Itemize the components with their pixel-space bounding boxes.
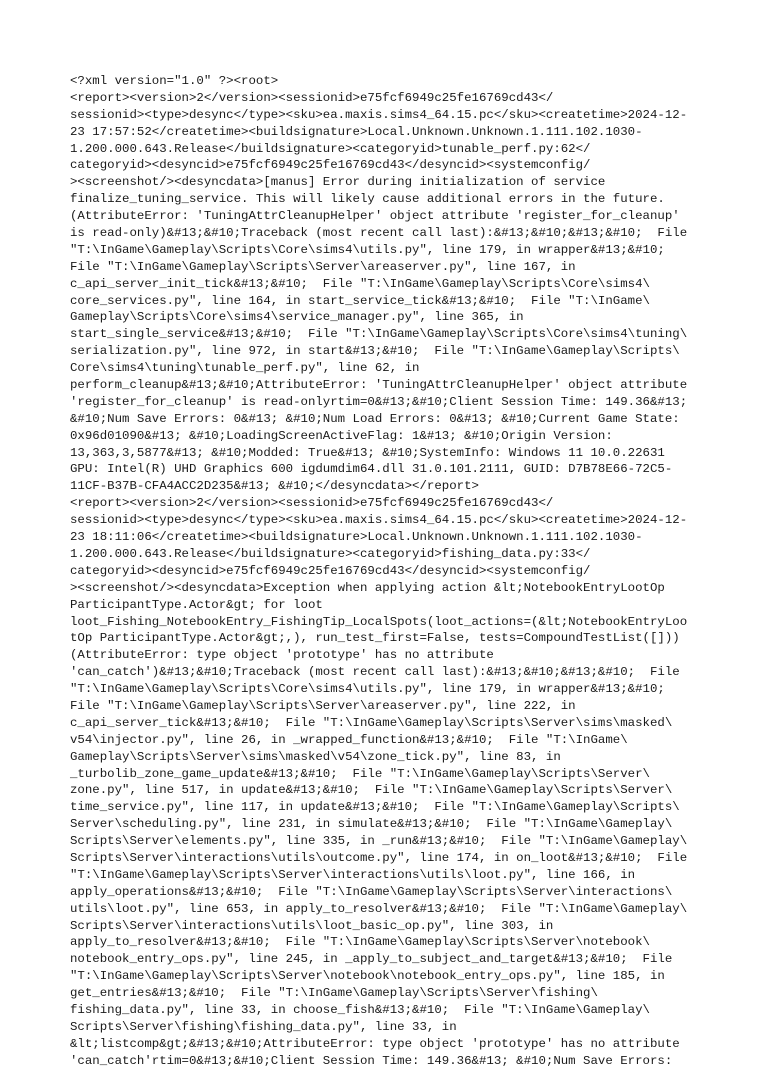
text-line: apply_operations&#13;&#10; File "T:\InGame\Gameplay\Scripts\Server\interactions\ <box>70 884 673 899</box>
text-line: zone.py", line 517, in update&#13;&#10; File "T:\InGame\Gameplay\Scripts\Server\ <box>70 783 673 798</box>
text-line: 23 17:57:52</createtime><buildsignature>Local.Unknown.Unknown.1.111.102.1030- <box>70 124 643 139</box>
text-line: 'register_for_cleanup' is read-onlyrtim=0&#13;&#10;Client Session Time: 149.36&#13; <box>70 394 688 409</box>
text-line: _turbolib_zone_game_update&#13;&#10; File "T:\InGame\Gameplay\Scripts\Server\ <box>70 766 650 781</box>
text-line: &lt;listcomp&gt;&#13;&#10;AttributeError: type object 'prototype' has no attribute <box>70 1036 680 1051</box>
text-line: is read-only)&#13;&#10;Traceback (most recent call last):&#13;&#10;&#13;&#10; File <box>70 226 688 241</box>
text-line: c_api_server_init_tick&#13;&#10; File "T:\InGame\Gameplay\Scripts\Core\sims4\ <box>70 276 650 291</box>
text-line: start_single_service&#13;&#10; File "T:\InGame\Gameplay\Scripts\Core\sims4\tuning\ <box>70 327 688 342</box>
text-line: sessionid><type>desync</type><sku>ea.maxis.sims4_64.15.pc</sku><createtime>2024-12- <box>70 107 688 122</box>
text-line: &#10;Num Save Errors: 0&#13; &#10;Num Load Errors: 0&#13; &#10;Current Game State: <box>70 411 680 426</box>
text-line: v54\injector.py", line 26, in _wrapped_function&#13;&#10; File "T:\InGame\ <box>70 732 628 747</box>
text-line: File "T:\InGame\Gameplay\Scripts\Server\areaserver.py", line 222, in <box>70 698 576 713</box>
text-line: ParticipantType.Actor&gt; for loot <box>70 597 323 612</box>
text-line: 11CF-B37B-CFA4ACC2D235&#13; &#10;</desyncdata></report> <box>70 479 479 494</box>
text-line: 13,363,3,5877&#13; &#10;Modded: True&#13; &#10;SystemInfo: Windows 11 10.0.22631 <box>70 445 665 460</box>
text-line: core_services.py", line 164, in start_service_tick&#13;&#10; File "T:\InGame\ <box>70 293 650 308</box>
text-line: c_api_server_tick&#13;&#10; File "T:\InGame\Gameplay\Scripts\Server\sims\masked\ <box>70 715 673 730</box>
text-line: File "T:\InGame\Gameplay\Scripts\Server\areaserver.py", line 167, in <box>70 259 576 274</box>
text-line: utils\loot.py", line 653, in apply_to_resolver&#13;&#10; File "T:\InGame\Gameplay\ <box>70 901 688 916</box>
xml-report-text <box>70 73 710 1070</box>
text-line: loot_Fishing_NotebookEntry_FishingTip_LocalSpots(loot_actions=(&lt;NotebookEntryLoo <box>70 614 688 629</box>
text-line: <report><version>2</version><sessionid>e75fcf6949c25fe16769cd43</ <box>70 496 554 511</box>
text-line: Gameplay\Scripts\Server\sims\masked\v54\zone_tick.py", line 83, in <box>70 749 561 764</box>
text-line: "T:\InGame\Gameplay\Scripts\Server\notebook\notebook_entry_ops.py", line 185, in <box>70 969 665 984</box>
text-line: Scripts\Server\interactions\utils\outcome.py", line 174, in on_loot&#13;&#10; File <box>70 850 688 865</box>
text-line: (AttributeError: type object 'prototype' has no attribute <box>70 648 494 663</box>
text-line: ><screenshot/><desyncdata>Exception when applying action &lt;NotebookEntryLootOp <box>70 580 665 595</box>
text-line: categoryid><desyncid>e75fcf6949c25fe16769cd43</desyncid><systemconfig/ <box>70 158 591 173</box>
text-line: GPU: Intel(R) UHD Graphics 600 igdumdim64.dll 31.0.101.2111, GUID: D7B78E66-72C5- <box>70 462 673 477</box>
text-line: perform_cleanup&#13;&#10;AttributeError: 'TuningAttrCleanupHelper' object attribute <box>70 378 688 393</box>
text-line: categoryid><desyncid>e75fcf6949c25fe16769cd43</desyncid><systemconfig/ <box>70 563 591 578</box>
text-line: finalize_tuning_service. This will likely cause additional errors in the future. <box>70 192 665 207</box>
text-line: Scripts\Server\elements.py", line 335, in _run&#13;&#10; File "T:\InGame\Gameplay\ <box>70 834 688 849</box>
text-line: tOp ParticipantType.Actor&gt;,), run_test_first=False, tests=CompoundTestList([])) <box>70 631 680 646</box>
text-line: 'can_catch')&#13;&#10;Traceback (most recent call last):&#13;&#10;&#13;&#10; File <box>70 665 680 680</box>
text-line: 0x96d01090&#13; &#10;LoadingScreenActiveFlag: 1&#13; &#10;Origin Version: <box>70 428 613 443</box>
text-line: 1.200.000.643.Release</buildsignature><categoryid>tunable_perf.py:62</ <box>70 141 591 156</box>
text-line: (AttributeError: 'TuningAttrCleanupHelper' object attribute 'register_for_cleanup' <box>70 209 680 224</box>
text-line: notebook_entry_ops.py", line 245, in _apply_to_subject_and_target&#13;&#10; File <box>70 952 673 967</box>
text-line: "T:\InGame\Gameplay\Scripts\Core\sims4\utils.py", line 179, in wrapper&#13;&#10; <box>70 242 665 257</box>
text-line: Gameplay\Scripts\Core\sims4\service_manager.py", line 365, in <box>70 310 524 325</box>
text-line: "T:\InGame\Gameplay\Scripts\Core\sims4\utils.py", line 179, in wrapper&#13;&#10; <box>70 682 665 697</box>
text-line: Core\sims4\tuning\tunable_perf.py", line 62, in <box>70 361 420 376</box>
text-line: serialization.py", line 972, in start&#13;&#10; File "T:\InGame\Gameplay\Scripts\ <box>70 344 680 359</box>
text-line: 1.200.000.643.Release</buildsignature><categoryid>fishing_data.py:33</ <box>70 546 591 561</box>
text-line: <?xml version="1.0" ?><root> <box>70 74 279 88</box>
text-line: 23 18:11:06</createtime><buildsignature>Local.Unknown.Unknown.1.111.102.1030- <box>70 530 643 545</box>
text-line: sessionid><type>desync</type><sku>ea.maxis.sims4_64.15.pc</sku><createtime>2024-12- <box>70 513 688 528</box>
text-line: apply_to_resolver&#13;&#10; File "T:\InGame\Gameplay\Scripts\Server\notebook\ <box>70 935 650 950</box>
text-line: Server\scheduling.py", line 231, in simulate&#13;&#10; File "T:\InGame\Gameplay\ <box>70 817 673 832</box>
text-line: fishing_data.py", line 33, in choose_fish&#13;&#10; File "T:\InGame\Gameplay\ <box>70 1002 650 1017</box>
text-line: get_entries&#13;&#10; File "T:\InGame\Gameplay\Scripts\Server\fishing\ <box>70 986 598 1001</box>
text-line: 'can_catch'rtim=0&#13;&#10;Client Session Time: 149.36&#13; &#10;Num Save Errors: <box>70 1053 673 1068</box>
text-line: Scripts\Server\fishing\fishing_data.py", line 33, in <box>70 1019 457 1034</box>
text-line: "T:\InGame\Gameplay\Scripts\Server\interactions\utils\loot.py", line 166, in <box>70 867 636 882</box>
text-line: <report><version>2</version><sessionid>e75fcf6949c25fe16769cd43</ <box>70 90 554 105</box>
text-line: ><screenshot/><desyncdata>[manus] Error during initialization of service <box>70 175 606 190</box>
text-line: Scripts\Server\interactions\utils\loot_basic_op.py", line 303, in <box>70 918 554 933</box>
text-line: time_service.py", line 117, in update&#13;&#10; File "T:\InGame\Gameplay\Scripts\ <box>70 800 680 815</box>
